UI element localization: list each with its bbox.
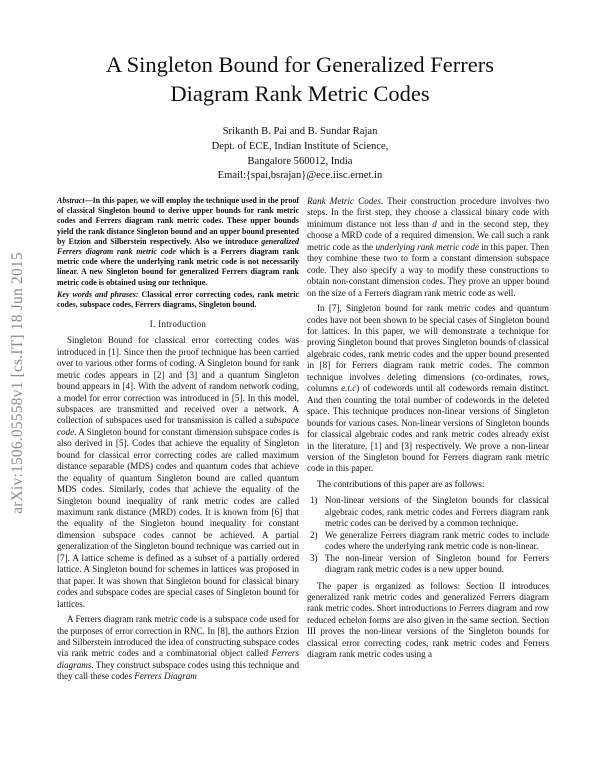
author-department: Dept. of ECE, Indian Institute of Science,	[211, 140, 389, 152]
abstract-italic-term: generalized Ferrers diagram rank metric code	[57, 236, 299, 257]
contributions-list	[307, 495, 549, 575]
list-item-number: 3)	[310, 552, 318, 563]
author-email: Email:{spai,bsrajan}@ece.iisc.ernet.in	[217, 170, 383, 182]
list-item-text: The non-linear version of Singleton bound for Ferrers diagram rank metric codes is a new upper bound.	[325, 552, 549, 575]
title-line-2: Diagram Rank Metric Codes	[170, 81, 430, 106]
right-p1-italic: Rank Metric Codes	[307, 196, 381, 206]
arxiv-stamp	[11, 190, 25, 575]
right-paragraph-1	[307, 196, 549, 299]
right-p1-variable-d: d	[432, 218, 437, 229]
intro-paragraph-1	[57, 335, 299, 610]
intro-p2-text-a: A Ferrers diagram rank metric code is a subspace code used for the purposes of error correction in RNC. In [8], the authors Etzion and Silberstein introduced the idea of constructing subspace codes via rank metric codes and a combinatorial object called	[57, 614, 299, 659]
right-p2-text-b: ) of codewords until all codewords remain distinct. And then counting the total number of codewords in the deleted space. This technique produces non-linear versions of Singleton bounds for various cases. Non-linear versions of Singleton bounds for classical algebraic codes and rank metric codes already exist in the literature, [1] and [3] respectively. We prove a non-linear version of the Singleton bound for Ferrers diagram rank metric code in this paper.	[307, 383, 549, 474]
right-p1-text-b: and in the second step, they choose a MRD code of a required dimension. We call such a rank metric code as the	[307, 218, 549, 252]
right-p2-text-a: In [7], Singleton bound for rank metric codes and quantum codes have not been shown to be special cases of Singleton bound for lattices. In this paper, we will demonstrate a technique for proving Singleton bound that proves Singleton bounds of classical algebraic codes, rank metric codes and the upper bound presented in [8] for Ferrers diagram rank metric codes. The common technique involves deleting dimensions (co-ordinates, rows, columns	[307, 303, 549, 394]
intro-p1-text-a: Singleton Bound for classical error correcting codes was introduced in [1]. Since then the proof technique has been carried over to various other forms of coding. A Singleton bound for rank metric codes appears in [2] and [3] and a quantum Singleton bound appears in [4]. With the advent of random network coding, a model for error correction was introduced in [5]. In this model, subspaces are transmitted and received over a network. A collection of subspaces used for transmission is called a	[57, 335, 299, 426]
section-heading-introduction: I. Introduction	[149, 319, 207, 330]
keywords-text: Classical error correcting codes, rank metric codes, subspace codes, Ferrers diagrams, Singleton bound.	[57, 289, 299, 310]
right-paragraph-2	[307, 303, 549, 475]
abstract	[57, 196, 299, 288]
title-line-1: A Singleton Bound for Generalized Ferrers	[105, 52, 495, 77]
list-item	[307, 530, 549, 553]
abstract-text: —In this paper, we will employ the technique used in the proof of classical Singleton bound to derive upper bounds for rank metric codes and Ferrers diagram rank metric codes. These upper bounds yield the rank distance Singleton bound and an upper bound presented by Etzion and Silberstein respectively. Also we introduce	[57, 196, 299, 246]
list-item	[307, 495, 549, 529]
list-item-text: We generalize Ferrers diagram rank metric codes to include codes where the underlying rank metric code is non-linear.	[325, 529, 549, 552]
left-column	[57, 196, 299, 683]
list-item	[307, 553, 549, 576]
intro-p1-text-b: . A Singleton bound for constant dimension subspace codes is also derived in [5]. Codes that achieve the equality of Singleton bound for classical error correcting codes are called maximum distance separable (MDS) codes and quantum codes that achieve the equality of quantum Singleton bound are called quantum MDS codes. Similarly, codes that achieve the equality of the Singleton bound inequality of rank metric codes are called maximum rank distance (MRD) codes. It is known from [6] that the equality of the Singleton bound inequality for constant dimension subspace codes cannot be achieved. A partial generalization of the Singleton bound technique was carried out in [7]. A lattice scheme is defined as a subset of a partially ordered lattice. A Singleton bound for schemes in lattices was proposed in that paper. It was shown that Singleton bound for classical binary codes and subspace codes are special cases of Singleton bound for lattices.	[57, 426, 299, 609]
author-block	[100, 125, 500, 184]
right-p1-italic-2: underlying rank metric code	[375, 241, 479, 252]
paper-title	[60, 50, 540, 108]
list-item-number: 2)	[310, 529, 318, 540]
keywords-lead: Key words and phrases:	[57, 289, 139, 299]
right-p1-text-c: in this paper. Then they combine these two to form a constant dimension subspace code. They also specify a way to modify these constructions to obtain non-constant dimension codes. They prove an upper bound on the size of a Ferrers diagram rank metric code as well.	[307, 241, 549, 298]
author-city: Bangalore 560012, India	[247, 155, 353, 167]
intro-p2-italic-2: Ferrers Diagram	[134, 671, 197, 682]
right-paragraph-4: The paper is organized as follows: Section II introduces generalized rank metric codes and generalized Ferrers diagram rank metric codes. Short introductions to Ferrers diagram and row reduced echelon forms are also given in the same section. Section III proves the non-linear versions of the Singleton bounds for classical error correcting codes, rank metric codes and Ferrers diagram rank metric codes using a	[307, 580, 549, 660]
author-names: Srikanth B. Pai and B. Sundar Rajan	[222, 126, 378, 137]
arxiv-stamp-text: arXiv:1506.05558v1 [cs.IT] 18 Jun 2015	[9, 251, 26, 514]
list-item-number: 1)	[310, 495, 318, 506]
right-p1-text-a: . Their construction procedure involves two steps. In the first step, they choose a classical binary code with minimum distance not less than	[307, 196, 549, 229]
intro-p2-italic: Ferrers diagrams	[57, 648, 299, 670]
right-paragraph-3: The contributions of this paper are as follows:	[317, 478, 485, 489]
intro-paragraph-2	[57, 614, 299, 683]
right-p2-italic: e.t.c	[341, 383, 357, 394]
right-column	[307, 196, 549, 661]
intro-p2-text-b: . They construct subspace codes using this technique and they call these codes	[57, 659, 299, 682]
keywords	[57, 290, 299, 310]
abstract-text-end: which is a Ferrers diagram rank metric code where the underlying rank metric code is not necessarily linear. A new Singleton bound for generalized Ferrers diagram rank metric code is obtained using our technique.	[57, 247, 299, 287]
intro-p1-italic: subspace code	[57, 415, 299, 437]
abstract-lead: Abstract	[57, 196, 85, 205]
list-item-text: Non-linear versions of the Singleton bounds for classical algebraic codes, rank metric codes and Ferrers diagram rank metric codes can be derived by a common technique.	[325, 495, 549, 529]
